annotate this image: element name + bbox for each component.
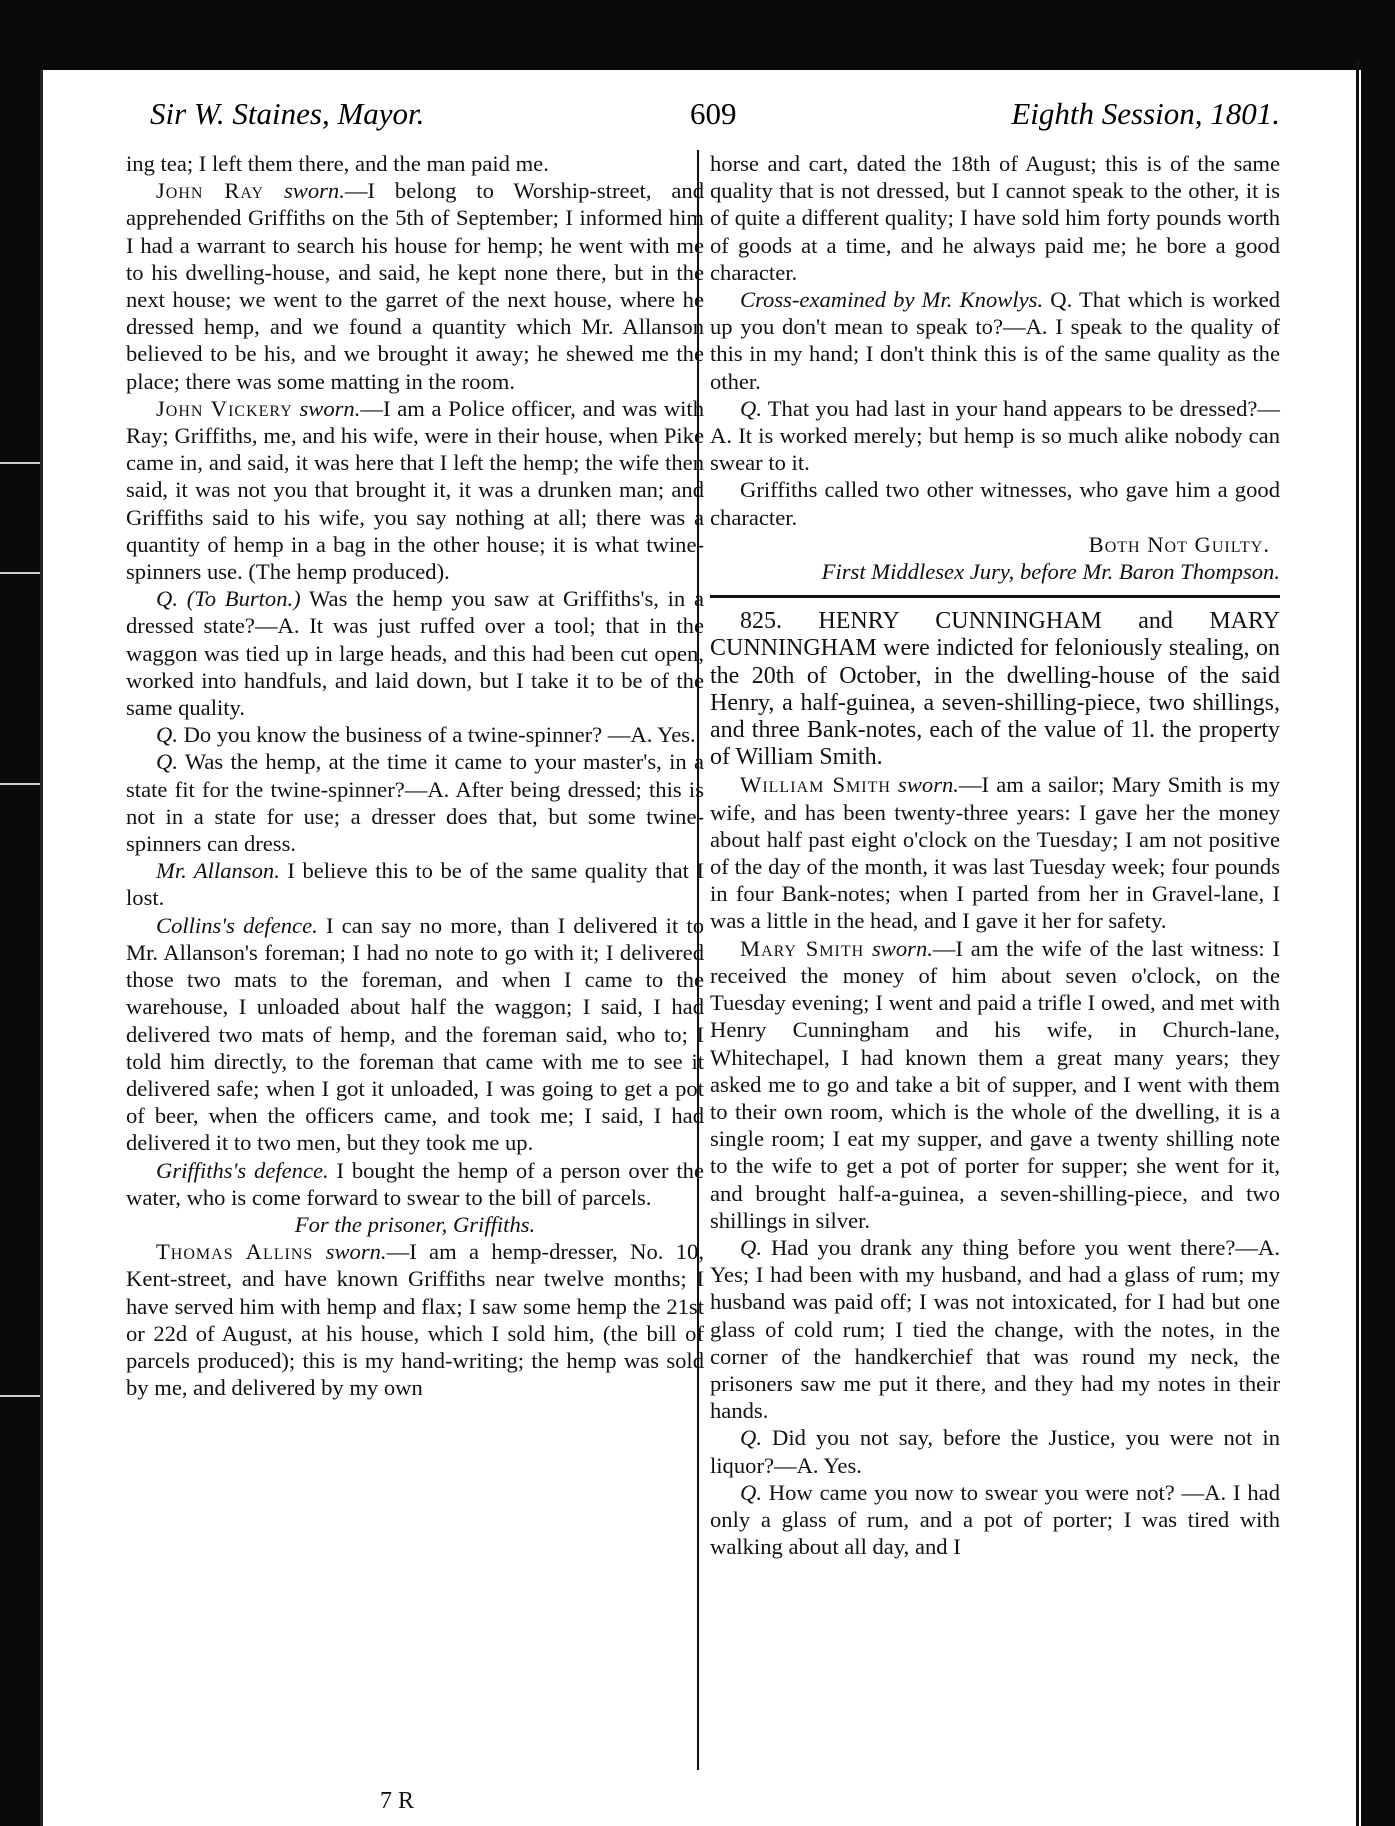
paragraph — [126, 748, 704, 857]
paragraph — [710, 608, 1280, 771]
paragraph-text: I bought the hemp of a person over the water, who is come forward to swear to the bill of parcels. — [126, 1157, 704, 1210]
sworn-tag: sworn. — [325, 1239, 387, 1265]
paragraph — [710, 1424, 1280, 1478]
paragraph — [126, 1211, 704, 1238]
paragraph-text: For the prisoner, Griffiths. — [294, 1211, 536, 1237]
paragraph-text: I believe this to be of the same quality that I lost. — [126, 858, 705, 911]
paragraph — [710, 1479, 1280, 1561]
case-divider — [710, 595, 1280, 598]
paragraph-text: ing tea; I left them there, and the man paid me. — [126, 151, 549, 176]
sworn-tag: sworn. — [898, 772, 959, 798]
left-column — [126, 150, 704, 1401]
paragraph — [126, 585, 704, 721]
paragraph-text: Did you not say, before the Justice, you were not in liquor?—A. Yes. — [710, 1425, 1280, 1478]
running-header — [150, 96, 1280, 148]
paragraph — [710, 531, 1280, 558]
paragraph-lead: Q. — [740, 1479, 762, 1505]
paragraph-lead: Q. — [740, 395, 762, 421]
paragraph-text: —I belong to Worship-street, and apprehended Griffiths on the 5th of September; I informed him I had a warrant to search his house for hemp; he went with me to his dwelling-house, and said, he kept none there, but in the next house; we went to the garret of the next house, where he dressed hemp, and we found a quantity which Mr. Allanson believed to be his, and we brought it away; he shewed me the place; there was some matting in the room. — [126, 178, 704, 394]
paragraph — [126, 721, 704, 748]
paragraph-lead: Q. — [740, 1234, 762, 1260]
paragraph-text: —I am a Police officer, and was with Ray; Griffiths, me, and his wife, were in their house, when Pike came in, and said, it was here that I left the hemp; the wife then said, it was not you that brought it, it was a drunken man; and Griffiths said to his wife, you say nothing at all; there was a quantity of hemp in a bag in the other house; it is what twine-spinners use. (The hemp produced). — [126, 395, 705, 585]
witness-name: William Smith — [740, 772, 891, 798]
paragraph — [126, 177, 704, 395]
paragraph — [126, 1238, 704, 1401]
witness-name: Mary Smith — [740, 935, 865, 961]
paragraph — [126, 150, 704, 177]
witness-name: Thomas Allins — [156, 1239, 314, 1265]
paragraph-text: Was the hemp you saw at Griffiths's, in a dressed state?—A. It was just ruffed over a tool; that in the waggon was tied up in large heads, and this had been cut open, worked into handfuls, and laid down, but I take it to be of the same quality. — [126, 586, 704, 721]
paragraph — [126, 1157, 704, 1211]
paragraph-text: Do you know the business of a twine-spinner? —A. Yes. — [177, 722, 696, 748]
paragraph-lead: Collins's defence. — [156, 912, 318, 938]
paragraph-text: I can say no more, than I delivered it to Mr. Allanson's foreman; I had no note to go with it; I delivered those two mats to the foreman, and when I came to the warehouse, I unloaded about half the waggon; I said, I had delivered two mats of hemp, and the foreman said, who to; I told him directly, to the foreman that came with me to see it delivered safe; when I got it unloaded, I was going to get a pot of beer, when the officers came, and took me; I said, I had delivered it to two men, but they took me up. — [126, 912, 704, 1156]
paragraph-text: 825. HENRY CUNNINGHAM and MARY CUNNINGHAM were indicted for feloniously stealing, on the 20th of October, in the dwelling-house of the said Henry, a half-guinea, a seven-shilling-piece, two shillings, and three Bank-notes, each of the value of 1l. the property of William Smith. — [710, 608, 1280, 771]
paragraph-lead: Griffiths's defence. — [156, 1157, 329, 1183]
paragraph-lead: Q. — [156, 749, 178, 775]
paragraph — [710, 150, 1280, 286]
witness-name: John Vickery — [156, 395, 293, 421]
paragraph-text: Had you drank any thing before you went there?—A. Yes; I had been with my husband, and had a glass of rum; my husband was paid off; I was not intoxicated, for I had but one glass of cold rum; I tied the change, with the notes, in the corner of the handkerchief that was round my neck, the prisoners saw me put it there, and they had my notes in their hands. — [710, 1234, 1280, 1424]
paragraph-lead: Mr. Allanson. — [156, 858, 280, 884]
paragraph-lead: Cross-examined by Mr. Knowlys. — [740, 287, 1044, 313]
paragraph-lead: Q. (To Burton.) — [156, 586, 301, 612]
header-mayor: Sir W. Staines, Mayor. — [150, 96, 425, 131]
right-column — [710, 150, 1280, 1560]
paragraph-text: Q. That which is worked up you don't mean to speak to?—A. I speak to the quality of this in my hand; I don't think this is of the same quality as the other. — [710, 287, 1280, 394]
header-session: Eighth Session, 1801. — [1011, 96, 1280, 131]
paragraph — [710, 935, 1280, 1234]
paragraph-text: First Middlesex Jury, before Mr. Baron Thompson. — [821, 559, 1280, 585]
paragraph-lead: Q. — [156, 722, 178, 748]
paragraph-text: That you had last in your hand appears to be dressed?—A. It is worked merely; but hemp is so much alike nobody can swear to it. — [710, 395, 1280, 476]
paragraph-text: —I am the wife of the last witness: I received the money of him about seven o'clock, on the Tuesday evening; I went and paid a trifle I owed, and met with Henry Cunningham and his wife, in Church-lane, Whitechapel, I had known them a great many years; they asked me to go and take a bit of supper, and I went with them to their own room, which is the whole of the dwelling, it is a single room; I eat my supper, and gave a twenty shilling note to the wife to get a pot of porter for supper; she went for it, and brought half-a-guinea, a seven-shilling-piece, and two shillings in silver. — [710, 935, 1280, 1233]
page-number: 609 — [690, 96, 737, 131]
paragraph — [126, 912, 704, 1157]
paragraph — [710, 1234, 1280, 1424]
paragraph-text: Both Not Guilty. — [1088, 531, 1270, 557]
paragraph-text: Griffiths called two other witnesses, who gave him a good character. — [710, 477, 1280, 530]
paragraph — [126, 395, 704, 585]
sworn-tag: sworn. — [299, 395, 361, 421]
paragraph-text: How came you now to swear you were not? —A. I had only a glass of rum, and a pot of porter; I was tired with walking about all day, and I — [710, 1479, 1280, 1560]
paragraph — [710, 476, 1280, 530]
paragraph-text: —I am a hemp-dresser, No. 10, Kent-street, and have known Griffiths near twelve months; I have served him with hemp and flax; I saw some hemp the 21st or 22d of August, at his house, which I sold him, (the bill of parcels produced); this is my hand-writing; the hemp was sold by me, and delivered by my own — [126, 1239, 704, 1401]
sworn-tag: sworn. — [872, 935, 933, 961]
paragraph — [126, 857, 704, 911]
sworn-tag: sworn. — [283, 178, 345, 204]
paragraph — [710, 286, 1280, 395]
paragraph — [710, 395, 1280, 477]
printer-signature: 7 R — [380, 1788, 415, 1814]
paragraph — [710, 771, 1280, 934]
page-edge — [1356, 60, 1359, 1826]
witness-name: John Ray — [156, 178, 265, 204]
paragraph-text: horse and cart, dated the 18th of August; this is of the same quality that is not dressed, but I cannot speak to the other, it is of quite a different quality; I have sold him forty pounds worth of goods at a time, and he always paid me; he bore a good character. — [710, 151, 1280, 285]
paragraph — [710, 558, 1280, 585]
paragraph-lead: Q. — [740, 1425, 762, 1451]
paragraph-text: —I am a sailor; Mary Smith is my wife, and has been twenty-three years: I gave her the money about half past eight o'clock on the Tuesday; I am not positive of the day of the month, it was last Tuesday week; four pounds in four Bank-notes; when I parted from her in Gravel-lane, I was a little in the head, and I gave it her for safety. — [710, 772, 1280, 934]
paragraph-text: Was the hemp, at the time it came to your master's, in a state fit for the twine-spinner?—A. After being dressed; this is not in a state for use; a dresser does that, but some twine-spinners can dress. — [126, 749, 704, 857]
